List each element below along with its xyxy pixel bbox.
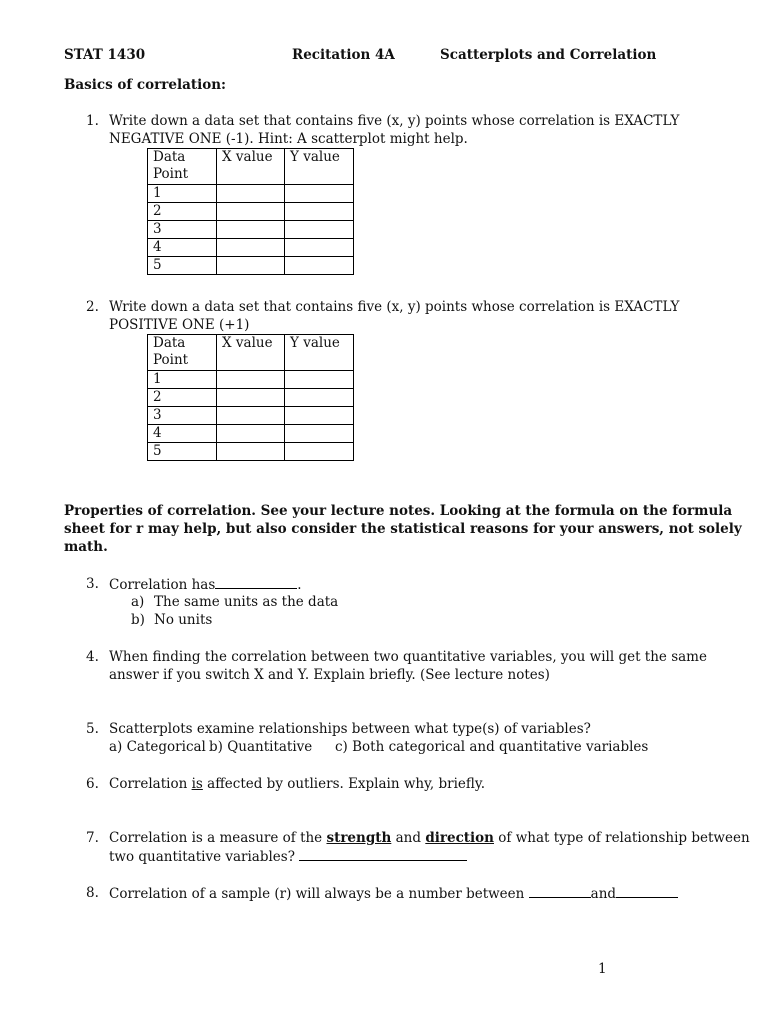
q7-line1: Correlation is a measure of the strength and direction of what type of relationship between — [109, 830, 750, 846]
q8-text: Correlation of a sample (r) will always be a number between and — [109, 884, 678, 903]
q4-number: 4. — [86, 649, 99, 665]
recitation-label: Recitation 4A — [292, 47, 395, 63]
q3-option-a-label: a) — [131, 594, 145, 610]
y-cell[interactable] — [285, 389, 354, 407]
y-cell[interactable] — [285, 221, 354, 239]
q1-line2: NEGATIVE ONE (-1). Hint: A scatterplot might help. — [109, 131, 468, 147]
section-properties-line2: sheet for r may help, but also consider the statistical reasons for your answers, not solely — [64, 521, 742, 537]
section-basics-title: Basics of correlation: — [64, 77, 226, 93]
y-cell[interactable] — [285, 407, 354, 425]
q2-answer-table — [147, 334, 354, 461]
header-x-value: X value — [217, 149, 285, 185]
section-properties-line3: math. — [64, 539, 108, 555]
q1-line1: Write down a data set that contains five (x, y) points whose correlation is EXACTLY — [109, 113, 680, 129]
table-row: 2 — [148, 389, 354, 407]
y-cell[interactable] — [285, 185, 354, 203]
q4-line2: answer if you switch X and Y. Explain briefly. (See lecture notes) — [109, 667, 550, 683]
x-cell[interactable] — [217, 371, 285, 389]
table-row: 3 — [148, 221, 354, 239]
section-properties-line1: Properties of correlation. See your lecture notes. Looking at the formula on the formula — [64, 503, 733, 519]
table-row: 5 — [148, 257, 354, 275]
x-cell[interactable] — [217, 203, 285, 221]
q7-blank[interactable] — [299, 847, 467, 861]
table-row: 4 — [148, 425, 354, 443]
q3-number: 3. — [86, 576, 99, 592]
q1-number: 1. — [86, 113, 99, 129]
q6-number: 6. — [86, 776, 99, 792]
header-y-value: Y value — [285, 335, 354, 371]
q4-line1: When finding the correlation between two quantitative variables, you will get the same — [109, 649, 707, 665]
x-cell[interactable] — [217, 221, 285, 239]
q1-answer-table — [147, 148, 354, 275]
q7-number: 7. — [86, 830, 99, 846]
q3-blank[interactable] — [215, 575, 297, 589]
header-x-value: X value — [217, 335, 285, 371]
q5-line1: Scatterplots examine relationships between what type(s) of variables? — [109, 721, 591, 737]
x-cell[interactable] — [217, 389, 285, 407]
y-cell[interactable] — [285, 203, 354, 221]
q7-line2: two quantitative variables? — [109, 847, 467, 866]
header-y-value: Y value — [285, 149, 354, 185]
y-cell[interactable] — [285, 239, 354, 257]
x-cell[interactable] — [217, 185, 285, 203]
q2-number: 2. — [86, 299, 99, 315]
table-row: 4 — [148, 239, 354, 257]
x-cell[interactable] — [217, 257, 285, 275]
q6-text: Correlation is affected by outliers. Explain why, briefly. — [109, 776, 486, 792]
q2-line2: POSITIVE ONE (+1) — [109, 317, 250, 333]
header-data-point: Data Point — [148, 149, 217, 185]
x-cell[interactable] — [217, 443, 285, 461]
table-row: 1 — [148, 371, 354, 389]
table-row: 2 — [148, 203, 354, 221]
course-code: STAT 1430 — [64, 47, 146, 63]
x-cell[interactable] — [217, 239, 285, 257]
q3-option-b: No units — [154, 612, 213, 628]
q8-number: 8. — [86, 885, 99, 901]
q3-option-a: The same units as the data — [154, 594, 339, 610]
q5-option-c: c) Both categorical and quantitative variables — [335, 739, 649, 755]
q3-text: Correlation has . — [109, 577, 302, 593]
q3-option-b-label: b) — [131, 612, 145, 628]
table-row: 5 — [148, 443, 354, 461]
topic-title: Scatterplots and Correlation — [440, 47, 657, 63]
x-cell[interactable] — [217, 407, 285, 425]
y-cell[interactable] — [285, 257, 354, 275]
table-row: 1 — [148, 185, 354, 203]
q8-blank-lower[interactable] — [529, 884, 591, 898]
q5-option-a: a) Categorical — [109, 739, 206, 755]
y-cell[interactable] — [285, 425, 354, 443]
page-number: 1 — [598, 961, 607, 977]
header-data-point: Data Point — [148, 335, 217, 371]
table-row: 3 — [148, 407, 354, 425]
y-cell[interactable] — [285, 443, 354, 461]
x-cell[interactable] — [217, 425, 285, 443]
q8-blank-upper[interactable] — [616, 884, 678, 898]
y-cell[interactable] — [285, 371, 354, 389]
q5-option-b: b) Quantitative — [209, 739, 313, 755]
q2-line1: Write down a data set that contains five (x, y) points whose correlation is EXACTLY — [109, 299, 680, 315]
q5-number: 5. — [86, 721, 99, 737]
